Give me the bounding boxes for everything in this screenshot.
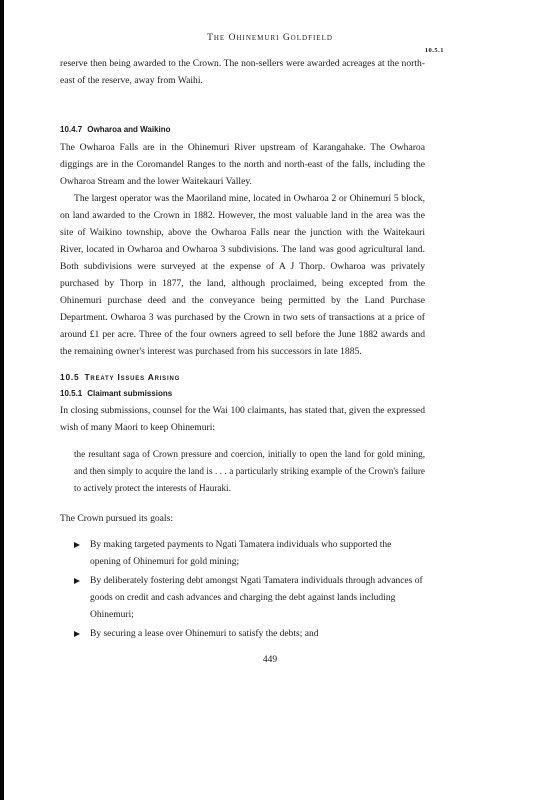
section-number: 10.4.7	[60, 125, 83, 134]
triangle-bullet-icon	[74, 631, 80, 637]
section-heading-10-5-1	[60, 389, 172, 398]
bullet-list	[74, 537, 424, 645]
document-page	[4, 0, 536, 800]
section-title: Claimant submissions	[87, 389, 173, 398]
section-heading-10-4-7	[60, 125, 171, 134]
list-item	[74, 626, 424, 643]
section-number: 10.5.1	[60, 389, 83, 398]
running-header: The Ohinemuri Goldfield	[207, 33, 333, 43]
section-title: Owharoa and Waikino	[87, 125, 171, 134]
list-item	[74, 573, 424, 624]
paragraph: The Crown pursued its goals:	[60, 513, 173, 524]
intro-paragraph: reserve then being awarded to the Crown. The non-sellers were awarded acreages at the north-east of the reserve, away from Waihi.	[60, 58, 425, 86]
list-item	[74, 537, 424, 571]
section-heading-10-5	[60, 372, 180, 382]
page-number: 449	[262, 655, 278, 665]
triangle-bullet-icon	[74, 578, 80, 584]
list-item-text: By making targeted payments to Ngati Tamatera individuals who supported the opening of Ohinemuri for gold mining;	[90, 540, 392, 567]
paragraph: In closing submissions, counsel for the Wai 100 claimants, has stated that, given the expressed wish of many Maori to keep Ohinemuri:	[60, 405, 425, 433]
paragraph: The Owharoa Falls are in the Ohinemuri River upstream of Karangahake. The Owharoa diggings are in the Coromandel Ranges to the north and north-east of the falls, including the Owharoa Stream and the lower Waitekauri Valley.	[60, 142, 425, 187]
paragraph: The largest operator was the Maoriland mine, located in Owharoa 2 or Ohinemuri 5 block, on land awarded to the Crown in 1882. However, the most valuable land in the area was the site of Waikino township, above the Owharoa Falls near the junction with the Waitekauri River, located in Owharoa and Owharoa 3 subdivisions. The land was good agricultural land. Both subdivisions were surveyed at the expense of A J Thorp. Owharoa was privately purchased by Thorp in 1877, the land, although proclaimed, being excepted from the Ohinemuri purchase deed and the conveyance being permitted by the Land Purchase Department. Owharoa 3 was purchased by the Crown in two sets of transactions at a price of around £1 per acre. Three of the four owners agreed to sell before the June 1882 awards and the remaining owner's interest was purchased from his successors in late 1885.	[60, 193, 425, 357]
block-quote: the resultant saga of Crown pressure and coercion, initially to open the land for gold mining, and then simply to acquire the land is . . . a particularly striking example of the Crown's failure to actively protect the interests of Hauraki.	[74, 449, 425, 493]
list-item-text: By deliberately fostering debt amongst Ngati Tamatera individuals through advances of goods on credit and cash advances and charging the debt against lands including Ohinemuri;	[90, 576, 423, 620]
section-number: 10.5	[60, 372, 80, 382]
section-reference: 10.5.1	[424, 47, 444, 54]
triangle-bullet-icon	[74, 542, 80, 548]
list-item-text: By securing a lease over Ohinemuri to satisfy the debts; and	[90, 629, 319, 639]
section-title: Treaty Issues Arising	[84, 372, 181, 382]
